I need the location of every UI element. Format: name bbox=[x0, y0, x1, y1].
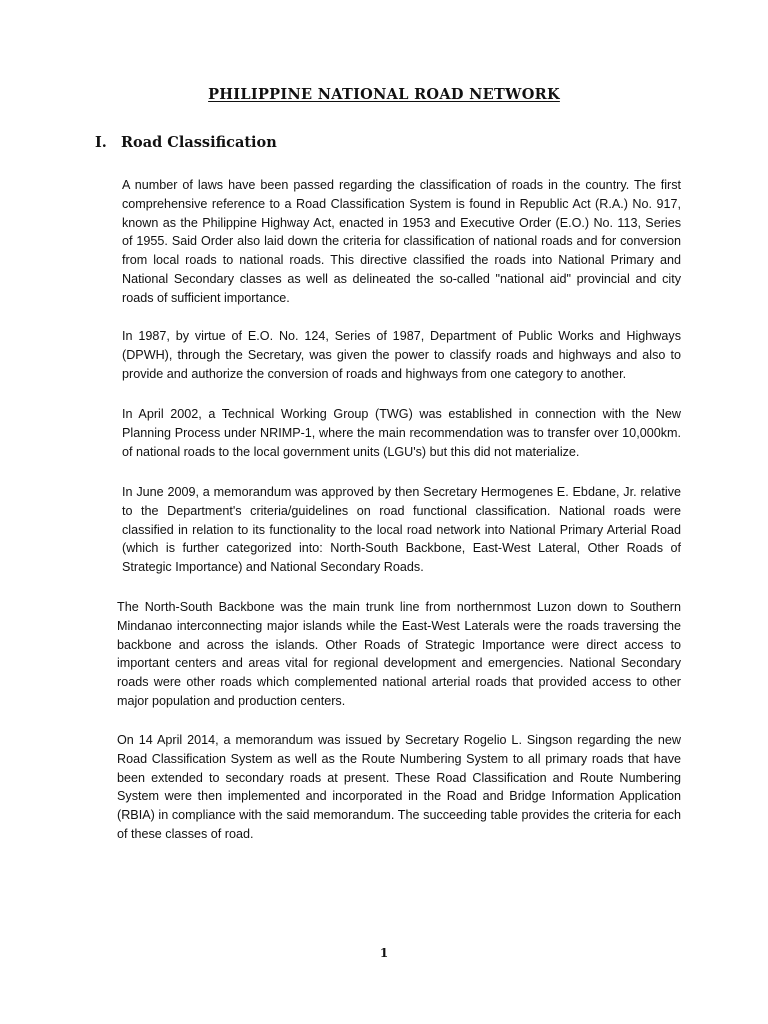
document-title: PHILIPPINE NATIONAL ROAD NETWORK bbox=[208, 86, 560, 103]
paragraph-4: In June 2009, a memorandum was approved by then Secretary Hermogenes E. Ebdane, Jr. relative to the Department's criteria/guidelines on road functional classification. National roads were classified in relation to its functionality to the local road network into National Primary Arterial Road (which is further categorized into: North-South Backbone, East-West Lateral, Other Roads of Strategic Importance) and National Secondary Roads. bbox=[122, 485, 681, 575]
paragraph-6: On 14 April 2014, a memorandum was issued by Secretary Rogelio L. Singson regarding the new Road Classification System as well as the Route Numbering System to all primary roads that have been extended to secondary roads at present. These Road Classification and Route Numbering System were then implemented and incorporated in the Road and Bridge Information Application (RBIA) in compliance with the said memorandum. The succeeding table provides the criteria for each of these classes of road. bbox=[117, 733, 681, 841]
paragraph-3: In April 2002, a Technical Working Group (TWG) was established in connection with the New Planning Process under NRIMP-1, where the main recommendation was to transfer over 10,000km. of national roads to the local government units (LGU's) but this did not materialize. bbox=[122, 407, 681, 459]
page-number: 1 bbox=[379, 946, 389, 960]
section-heading bbox=[95, 134, 277, 151]
paragraph-2: In 1987, by virtue of E.O. No. 124, Series of 1987, Department of Public Works and Highways (DPWH), through the Secretary, was given the power to classify roads and highways and also to provide and authorize the conversion of roads and highways from one category to another. bbox=[122, 329, 681, 381]
paragraph-5: The North-South Backbone was the main trunk line from northernmost Luzon down to Southern Mindanao interconnecting major islands while the East-West Laterals were the roads traversing the backbone and across the islands. Other Roads of Strategic Importance were direct access to important centers and areas vital for regional development and emergencies. National Secondary roads were other roads which complemented national arterial roads that provided access to other major population and production centers. bbox=[117, 600, 681, 708]
section-number: I. bbox=[95, 134, 107, 151]
paragraph-1: A number of laws have been passed regarding the classification of roads in the country. The first comprehensive reference to a Road Classification System is found in Republic Act (R.A.) No. 917, known as the Philippine Highway Act, enacted in 1953 and Executive Order (E.O.) No. 113, Series of 1955. Said Order also laid down the criteria for classification of national roads and for conversion from local roads to national roads. This directive classified the roads into National Primary and National Secondary classes as well as delineated the so-called "national aid" provincial and city roads of sufficient importance. bbox=[122, 178, 681, 305]
section-title: Road Classification bbox=[121, 134, 277, 151]
